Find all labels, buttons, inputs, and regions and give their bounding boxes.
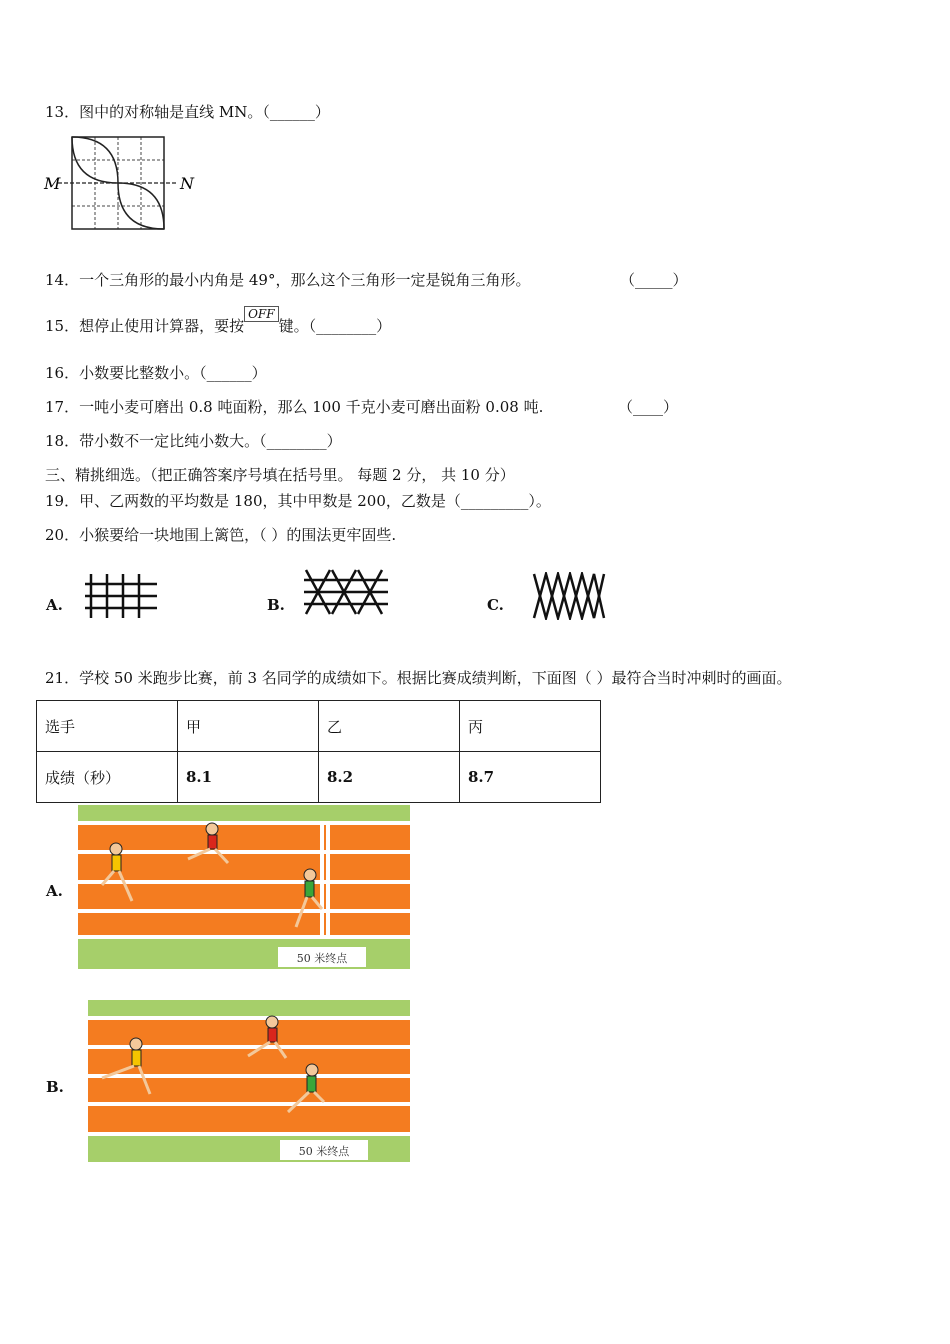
label-m: M (44, 174, 61, 193)
table-cell: 8.7 (460, 752, 601, 803)
q20-option-b-label: B. (267, 596, 285, 614)
table-header-cell: 甲 (178, 701, 319, 752)
q14-blank: （_____） (620, 271, 688, 289)
q15-line (45, 307, 392, 336)
q13-text: 13．图中的对称轴是直线 MN。（______） (45, 103, 330, 121)
finish-label: 50 米终点 (296, 952, 348, 965)
q20-option-c-label: C. (487, 596, 504, 614)
q19-text: 19．甲、乙两数的平均数是 180，其中甲数是 200，乙数是（_________）。 (45, 492, 551, 510)
q17-blank: （____） (618, 398, 679, 416)
q20-option-a-label: A. (46, 596, 63, 614)
q21-option-b-label: B. (46, 1078, 64, 1096)
table-header-cell: 乙 (319, 701, 460, 752)
table-cell: 8.2 (319, 752, 460, 803)
q14-text: 14．一个三角形的最小内角是 49°，那么这个三角形一定是锐角三角形。 (45, 271, 531, 289)
q13-grid-figure (42, 133, 202, 233)
q18-text: 18．带小数不一定比纯小数大。（________） (45, 432, 342, 450)
section3-heading: 三、精挑细选。（把正确答案序号填在括号里。 每题 2 分， 共 10 分） (45, 466, 515, 484)
table-cell: 成绩（秒） (37, 752, 178, 803)
q17-text: 17．一吨小麦可磨出 0.8 吨面粉，那么 100 千克小麦可磨出面粉 0.08 吨. (45, 398, 544, 416)
finish-label: 50 米终点 (298, 1145, 350, 1158)
table-header-cell: 选手 (37, 701, 178, 752)
q21-option-a-label: A. (46, 882, 63, 900)
table-row (37, 701, 601, 752)
q20-fence-b (302, 568, 390, 616)
q21-track-a (78, 805, 410, 969)
q21-track-b (88, 1000, 410, 1162)
table-row (37, 752, 601, 803)
label-n: N (180, 174, 194, 193)
q20-fence-c (530, 572, 608, 620)
table-cell: 8.1 (178, 752, 319, 803)
table-header-cell: 丙 (460, 701, 601, 752)
q16-text: 16．小数要比整数小。（______） (45, 364, 267, 382)
q15-after: 键。（________） (278, 317, 392, 335)
q15-before: 15．想停止使用计算器，要按 (45, 317, 245, 335)
q20-fence-a (85, 572, 160, 620)
off-key: OFF (244, 306, 279, 322)
q21-text: 21．学校 50 米跑步比赛，前 3 名同学的成绩如下。根据比赛成绩判断，下面图（ ）最符合当时冲刺时的画面。 (45, 669, 792, 687)
results-table (36, 700, 601, 803)
q20-text: 20．小猴要给一块地围上篱笆，（ ）的围法更牢固些. (45, 526, 397, 544)
